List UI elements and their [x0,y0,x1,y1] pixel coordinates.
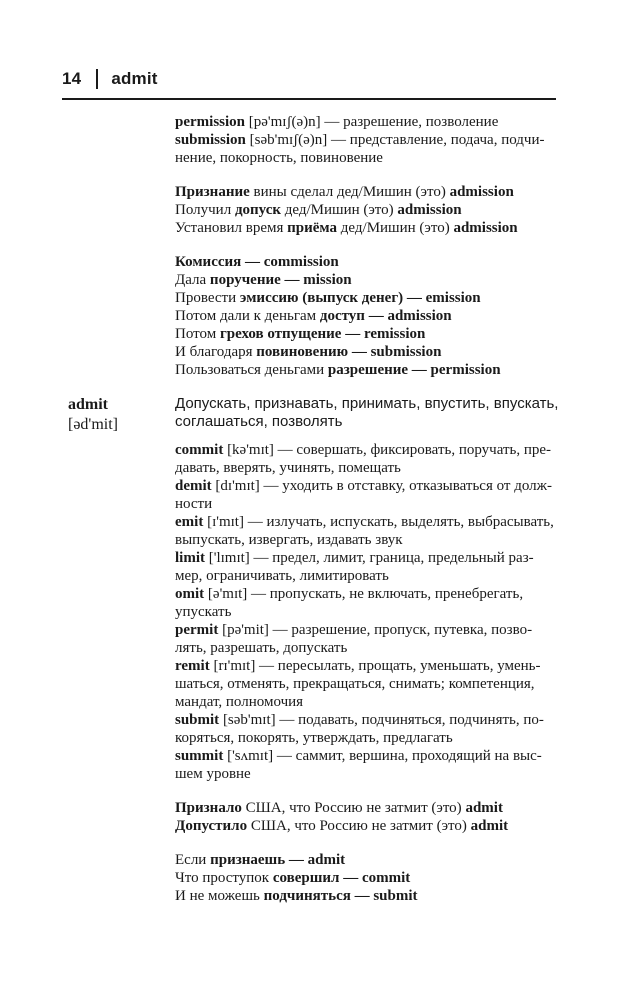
text-run: [səb'mɪʃ(ə)n] — представление, подача, подчи- [249,132,545,148]
text-line [175,729,557,747]
text-line [175,253,557,271]
text-line [175,183,557,201]
mnemonic-mission-family [175,253,557,379]
bold-text-run: повиновению — submission [256,344,442,360]
text-line [175,693,557,711]
text-line [175,711,557,729]
bold-text-run: admission [453,220,518,236]
text-line [175,675,557,693]
text-line [175,657,557,675]
running-head: admit [111,69,158,88]
text-line [175,869,557,887]
text-line [175,131,557,149]
bold-text-run: Комиссия — commission [175,254,339,270]
dictionary-entry [64,395,604,431]
text-line [175,477,557,495]
text-line [175,289,557,307]
headword-transcription: [əd'mit] [68,416,118,433]
text-blocks-top [64,113,604,379]
text-run: дед/Мишин (это) [281,202,398,218]
text-line [175,531,557,549]
bold-text-run: Признание [175,184,250,200]
text-run: [rɪ'mɪt] — пересылать, прощать, уменьшать, умень- [213,658,541,674]
text-line [175,113,557,131]
text-line [175,361,557,379]
text-run: И не можешь [175,888,264,904]
text-run: мер, ограничивать, лимитировать [175,568,389,584]
text-run: [ɪ'mɪt] — излучать, испускать, выделять, выбрасывать, [207,514,554,530]
text-line [175,395,575,413]
text-run: Провести [175,290,240,306]
text-run: И благодаря [175,344,257,360]
bold-text-run: demit [175,478,216,494]
text-line [175,639,557,657]
text-line [175,459,557,477]
text-run: упускать [175,604,232,620]
headword-definition [175,395,575,431]
text-line [175,271,557,289]
bold-text-run: совершил — commit [272,870,411,886]
text-run: Установил время [175,220,288,236]
bold-text-run: поручение — mission [209,272,352,288]
text-line [175,621,557,639]
text-run: лять, разрешать, допускать [175,640,348,656]
text-run: соглашаться, позволять [175,413,343,430]
text-run: Потом [175,326,220,342]
vocab-mit-family [175,441,557,783]
headword-column [68,395,118,435]
text-run: нение, покорность, повиновение [175,150,383,166]
text-line [175,603,557,621]
text-run: [pə'mɪʃ(ə)n] — разрешение, позволение [248,114,499,130]
header-rule [62,98,556,100]
bold-text-run: admit [470,818,509,834]
text-line [175,851,557,869]
header-divider [96,69,98,89]
bold-text-run: признаешь — admit [210,852,346,868]
headword: admit [68,396,108,413]
text-run: [kə'mɪt] — совершать, фиксировать, поручать, пре- [227,442,552,458]
text-run: вины сделал дед/Мишин (это) [249,184,450,200]
bold-text-run: limit [175,550,209,566]
text-run: Допускать, признавать, принимать, впустить, впускать, [175,395,559,412]
bold-text-run: допуск [234,202,282,218]
text-run: давать, вверять, учинять, помещать [175,460,401,476]
text-line [175,307,557,325]
text-run: Потом дали к деньгам [175,308,320,324]
text-line [175,585,557,603]
text-run: шем уровне [175,766,251,782]
text-run: шаться, отменять, прекращаться, снимать; компетенция, [175,676,535,692]
text-line [175,441,557,459]
text-run: Дала [175,272,210,288]
bold-text-run: permission [175,114,249,130]
text-run: ['lɪmɪt] — предел, лимит, граница, предельный раз- [208,550,534,566]
text-run: Получил [175,202,235,218]
bold-text-run: emit [175,514,208,530]
text-line [175,567,557,585]
bold-text-run: summit [175,748,228,764]
page-header [62,69,158,89]
text-line [175,513,557,531]
text-run: выпускать, извергать, издавать звук [175,532,403,548]
mnemonic-admit [175,799,557,835]
text-run: [dɪ'mɪt] — уходить в отставку, отказываться от долж- [215,478,552,494]
page-number: 14 [62,69,82,88]
text-run: Пользоваться деньгами [175,362,328,378]
bold-text-run: submission [175,132,250,148]
text-run: дед/Мишин (это) [337,220,454,236]
text-run: [səb'mɪt] — подавать, подчиняться, подчинять, по- [222,712,544,728]
text-run: ности [175,496,213,512]
mnemonic-admit-commit-submit [175,851,557,905]
bold-text-run: admit [465,800,503,816]
text-line [175,799,557,817]
text-line [175,887,557,905]
text-run: [pə'mit] — разрешение, пропуск, путевка, позво- [222,622,533,638]
text-run: [ə'mɪt] — пропускать, не включать, пренебрегать, [207,586,524,602]
bold-text-run: commit [175,442,228,458]
page-content [64,113,604,921]
text-run: Что проступок [175,870,273,886]
vocab-permission-submission [175,113,557,167]
bold-text-run: Признало [175,800,242,816]
text-run: США, что Россию не затмит (это) [247,818,471,834]
text-run: Если [175,852,211,868]
text-run: мандат, полномочия [175,694,304,710]
text-run: ['sʌmɪt] — саммит, вершина, проходящий на выс- [227,748,542,764]
bold-text-run: эмиссию (выпуск денег) — emission [239,290,481,306]
text-line [175,201,557,219]
text-line [175,343,557,361]
bold-text-run: admission [397,202,462,218]
bold-text-run: подчиняться — submit [263,888,418,904]
bold-text-run: разрешение — permission [327,362,501,378]
text-run: коряться, покорять, утверждать, предлагать [175,730,453,746]
text-line [175,765,557,783]
text-line [175,549,557,567]
bold-text-run: admission [449,184,514,200]
text-line [175,413,575,431]
text-blocks-bottom [64,441,604,905]
text-line [175,325,557,343]
bold-text-run: приёма [287,220,338,236]
mnemonic-admission [175,183,557,237]
text-line [175,149,557,167]
bold-text-run: permit [175,622,223,638]
bold-text-run: submit [175,712,223,728]
text-line [175,747,557,765]
text-line [175,219,557,237]
bold-text-run: remit [175,658,214,674]
bold-text-run: доступ — admission [319,308,452,324]
text-line [175,495,557,513]
bold-text-run: omit [175,586,208,602]
text-run: США, что Россию не затмит (это) [241,800,466,816]
bold-text-run: Допустило [175,818,248,834]
bold-text-run: грехов отпущение — remission [219,326,426,342]
text-line [175,817,557,835]
